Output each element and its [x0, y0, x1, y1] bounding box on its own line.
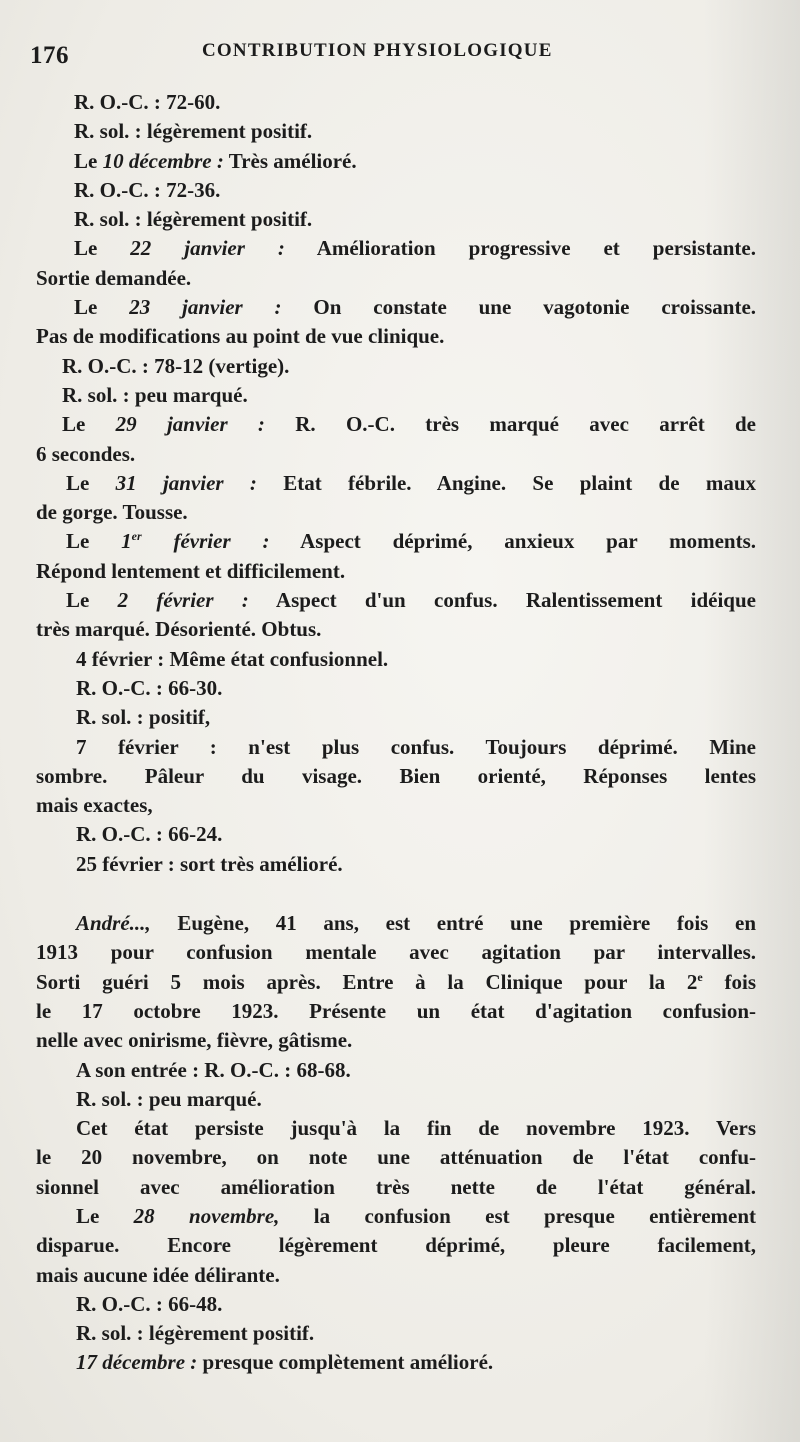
text-span: Le [74, 295, 130, 320]
text-span: Aspect d'un confus. Ralentissement idéique [248, 588, 756, 613]
date-emphasis: 10 décembre : [102, 148, 224, 173]
text-line: R. sol. : légèrement positif. [76, 1321, 315, 1346]
date-emphasis: 23 janvier : [129, 295, 282, 320]
text-line: A son entrée : R. O.-C. : 68-68. [76, 1057, 351, 1082]
date-emphasis [121, 529, 269, 553]
text-line: 4 février : Même état confusionnel. [76, 646, 389, 671]
text-span: fois [702, 969, 756, 994]
text-line: le 17 octobre 1923. Présente un état d'agitation confusion- [36, 998, 756, 1023]
text-span: 1 [121, 529, 132, 554]
text-span: R. O.-C. très marqué avec arrêt de [264, 412, 756, 437]
running-title: CONTRIBUTION PHYSIOLOGIQUE [202, 40, 553, 61]
text-line: R. sol. : positif, [76, 705, 211, 730]
text-line: R. O.-C. : 66-48. [76, 1291, 223, 1316]
text-line: sionnel avec amélioration très nette de l'état général. [36, 1174, 756, 1199]
text-span: Très amélioré. [223, 148, 357, 173]
text-line: Cet état persiste jusqu'à la fin de novembre 1923. Vers [76, 1116, 756, 1141]
text-line: de gorge. Tousse. [36, 500, 188, 525]
text-line: R. sol. : légèrement positif. [74, 119, 313, 144]
text-line: 6 secondes. [36, 441, 136, 466]
page-header [30, 38, 770, 78]
text-span: Le [66, 529, 122, 554]
text-span: On constate une vagotonie croissante. [281, 295, 756, 320]
text-line: nelle avec onirisme, fièvre, gâtisme. [36, 1028, 353, 1053]
text-line: mais exactes, [36, 793, 153, 818]
text-line [36, 410, 756, 439]
text-line: Sortie demandée. [36, 265, 192, 290]
date-emphasis: 22 janvier : [130, 236, 285, 261]
text-span: Eugène, 41 ans, est entré une première fois en [150, 911, 756, 936]
date-emphasis: 29 janvier : [115, 412, 265, 437]
text-span: Sorti guéri 5 mois après. Entre à la Clinique pour la 2 [36, 969, 698, 994]
superscript: e [697, 969, 703, 984]
text-span: Aspect déprimé, anxieux par moments. [269, 529, 756, 554]
text-line [36, 527, 756, 556]
text-line [36, 234, 756, 263]
text-span: la confusion est presque entièrement [279, 1203, 756, 1228]
text-line [36, 147, 756, 176]
text-span: Le [74, 148, 103, 173]
text-line: Pas de modifications au point de vue clinique. [36, 324, 445, 349]
text-line: R. sol. : peu marqué. [62, 382, 248, 407]
text-span: Amélioration progressive et persistante. [284, 236, 756, 261]
text-line: R. O.-C. : 66-30. [76, 675, 223, 700]
text-span: février : [141, 529, 270, 554]
text-line: R. O.-C. : 72-36. [74, 177, 221, 202]
text-span: presque complètement amélioré. [197, 1350, 494, 1375]
text-line: disparue. Encore légèrement déprimé, pleure facilement, [36, 1233, 756, 1258]
text-line: R. sol. : légèrement positif. [74, 207, 313, 232]
text-line: 7 février : n'est plus confus. Toujours déprimé. Mine [76, 734, 756, 759]
body-text [36, 88, 756, 1378]
text-line [36, 968, 756, 997]
text-line: mais aucune idée délirante. [36, 1262, 280, 1287]
text-span: Etat fébrile. Angine. Se plaint de maux [256, 470, 756, 495]
text-line [36, 1202, 756, 1231]
date-emphasis: 28 novembre, [133, 1203, 280, 1228]
text-line: R. O.-C. : 72-60. [74, 90, 221, 114]
text-line: le 20 novembre, on note une atténuation de l'état confu- [36, 1145, 756, 1170]
text-line: 25 février : sort très amélioré. [76, 851, 343, 876]
text-span: Le [66, 588, 118, 613]
text-line [36, 909, 756, 938]
text-span: Le [76, 1203, 134, 1228]
text-line: R. O.-C. : 78-12 (vertige). [62, 353, 290, 378]
text-line [36, 293, 756, 322]
text-line: sombre. Pâleur du visage. Bien orienté, Réponses lentes [36, 763, 756, 788]
paragraph-gap [36, 879, 756, 909]
text-span: Le [62, 412, 116, 437]
date-emphasis: 2 février : [117, 588, 249, 613]
text-line [36, 1348, 756, 1377]
text-span: Le [74, 236, 131, 261]
superscript: er [131, 529, 142, 544]
text-line: très marqué. Désorienté. Obtus. [36, 617, 322, 642]
date-emphasis: 31 janvier : [115, 470, 257, 495]
date-emphasis: 17 décembre : [76, 1350, 198, 1375]
text-line [36, 586, 756, 615]
page-number: 176 [30, 42, 69, 69]
text-line: R. sol. : peu marqué. [76, 1086, 262, 1111]
text-span: Le [66, 470, 116, 495]
text-line [36, 469, 756, 498]
name-emphasis: André..., [76, 911, 151, 936]
text-line: R. O.-C. : 66-24. [76, 822, 223, 847]
text-line: Répond lentement et difficilement. [36, 558, 346, 583]
text-line: 1913 pour confusion mentale avec agitation par intervalles. [36, 940, 756, 965]
